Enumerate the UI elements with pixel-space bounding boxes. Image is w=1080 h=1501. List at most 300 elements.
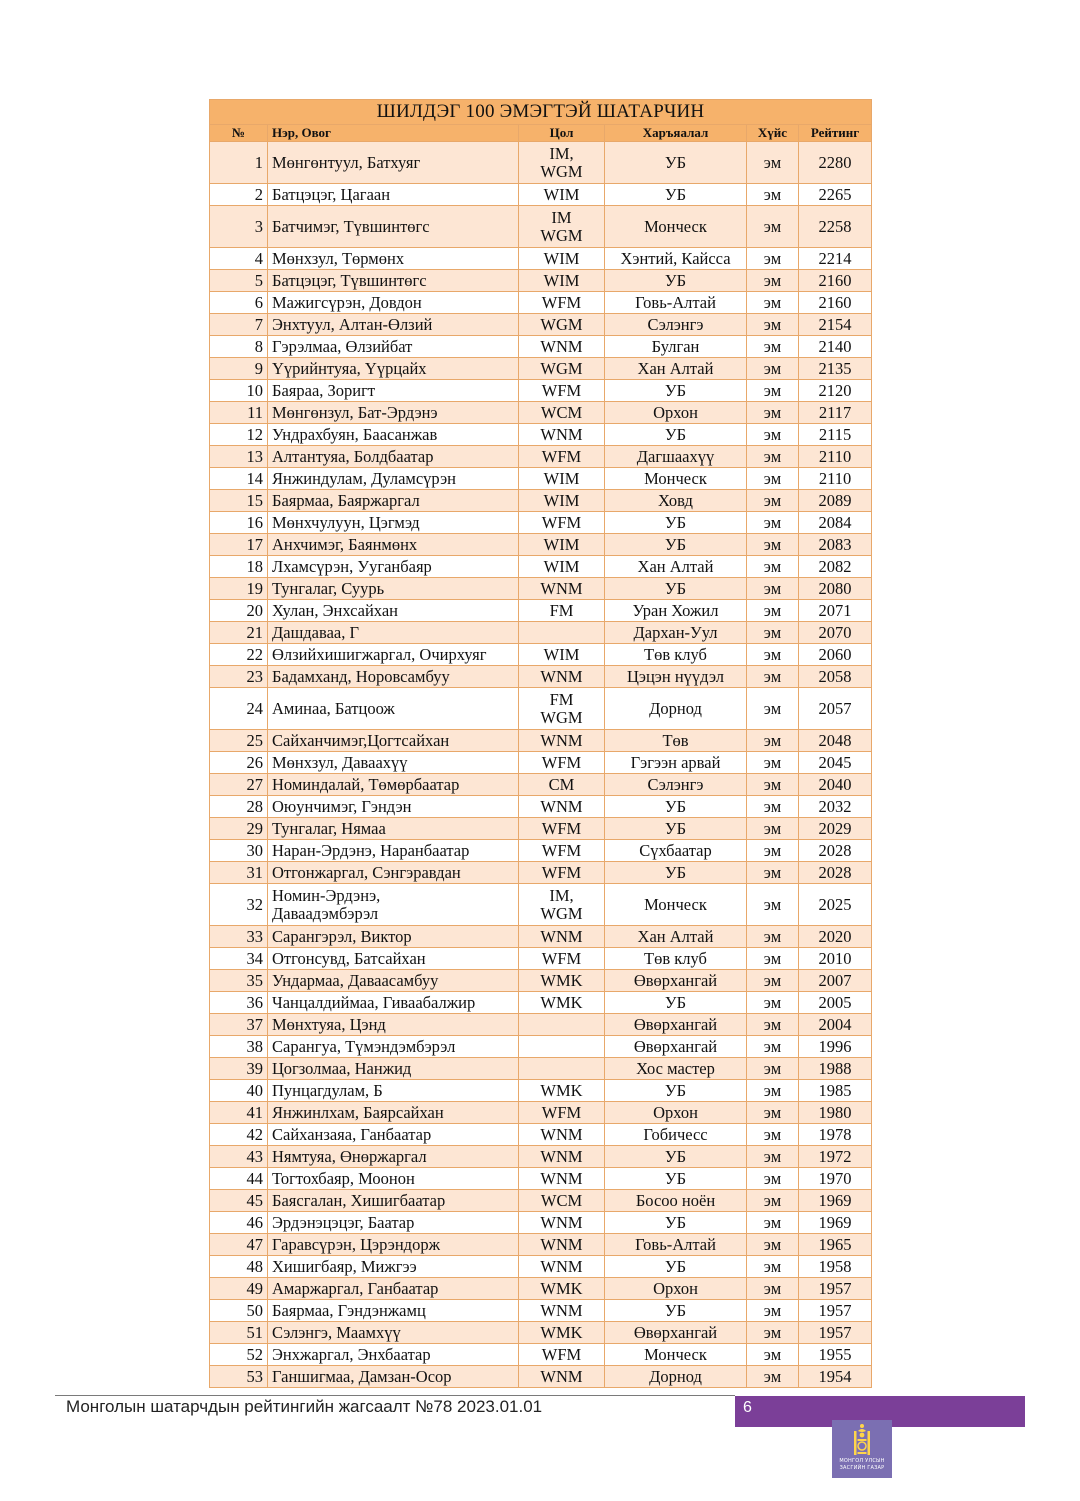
cell-club: Монческ — [605, 884, 747, 926]
cell-sex: эм — [747, 818, 799, 840]
cell-title: CM — [519, 774, 605, 796]
cell-title: WFM — [519, 292, 605, 314]
cell-title: WFM — [519, 818, 605, 840]
table-row — [210, 380, 872, 402]
cell-name: Өлзийхишигжаргал, Очирхуяг — [268, 644, 519, 666]
cell-club: Сүхбаатар — [605, 840, 747, 862]
table-row — [210, 1322, 872, 1344]
cell-rating: 2115 — [799, 424, 872, 446]
cell-num: 18 — [210, 556, 268, 578]
cell-club: Хэнтий, Кайсса — [605, 248, 747, 270]
cell-num: 19 — [210, 578, 268, 600]
cell-club: Төв клуб — [605, 948, 747, 970]
cell-title: WMK — [519, 970, 605, 992]
cell-name: Алтантуяа, Болдбаатар — [268, 446, 519, 468]
cell-num: 7 — [210, 314, 268, 336]
table-row — [210, 1256, 872, 1278]
cell-sex: эм — [747, 380, 799, 402]
cell-sex: эм — [747, 1058, 799, 1080]
cell-num: 22 — [210, 644, 268, 666]
cell-rating: 2010 — [799, 948, 872, 970]
cell-club: Хан Алтай — [605, 358, 747, 380]
cell-num: 1 — [210, 142, 268, 184]
cell-name: Хишигбаяр, Мижгээ — [268, 1256, 519, 1278]
cell-num: 51 — [210, 1322, 268, 1344]
cell-club: Дорнод — [605, 1366, 747, 1388]
cell-sex: эм — [747, 358, 799, 380]
cell-club: УБ — [605, 1212, 747, 1234]
cell-rating: 2070 — [799, 622, 872, 644]
cell-name: Тогтохбаяр, Моонон — [268, 1168, 519, 1190]
cell-num: 5 — [210, 270, 268, 292]
cell-title: WFM — [519, 752, 605, 774]
cell-rating: 2110 — [799, 446, 872, 468]
table-row — [210, 970, 872, 992]
cell-club: УБ — [605, 818, 747, 840]
table-row — [210, 402, 872, 424]
cell-title: WNM — [519, 424, 605, 446]
cell-club: Босоо ноён — [605, 1190, 747, 1212]
cell-club: Төв — [605, 730, 747, 752]
header-sex: Хүйс — [747, 125, 799, 142]
cell-club: Ховд — [605, 490, 747, 512]
cell-sex: эм — [747, 424, 799, 446]
table-row — [210, 1212, 872, 1234]
cell-name: Батцэцэг, Түвшинтөгс — [268, 270, 519, 292]
cell-title — [519, 1036, 605, 1058]
cell-sex: эм — [747, 666, 799, 688]
cell-sex: эм — [747, 1212, 799, 1234]
cell-sex: эм — [747, 468, 799, 490]
cell-num: 28 — [210, 796, 268, 818]
cell-title: WNM — [519, 730, 605, 752]
table-row — [210, 336, 872, 358]
table-row — [210, 578, 872, 600]
cell-title: WNM — [519, 1124, 605, 1146]
cell-sex: эм — [747, 314, 799, 336]
cell-name: Цогзолмаа, Нанжид — [268, 1058, 519, 1080]
cell-num: 52 — [210, 1344, 268, 1366]
table-title-row — [210, 100, 872, 125]
cell-num: 14 — [210, 468, 268, 490]
cell-club: УБ — [605, 992, 747, 1014]
table-row — [210, 248, 872, 270]
cell-num: 11 — [210, 402, 268, 424]
cell-num: 37 — [210, 1014, 268, 1036]
table-row — [210, 622, 872, 644]
cell-rating: 2029 — [799, 818, 872, 840]
cell-title: WNM — [519, 1212, 605, 1234]
cell-club: Сэлэнгэ — [605, 314, 747, 336]
cell-club: УБ — [605, 534, 747, 556]
cell-name: Үүрийнтуяа, Үүрцайх — [268, 358, 519, 380]
cell-sex: эм — [747, 142, 799, 184]
cell-rating: 2071 — [799, 600, 872, 622]
cell-num: 30 — [210, 840, 268, 862]
table-row — [210, 490, 872, 512]
cell-title: WIM — [519, 248, 605, 270]
cell-rating: 2120 — [799, 380, 872, 402]
cell-title — [519, 622, 605, 644]
table-title: ШИЛДЭГ 100 ЭМЭГТЭЙ ШАТАРЧИН — [210, 100, 872, 125]
cell-club: Өвөрхангай — [605, 1014, 747, 1036]
cell-club: УБ — [605, 270, 747, 292]
soyombo-emblem-icon — [850, 1423, 874, 1457]
cell-name: Батцэцэг, Цагаан — [268, 184, 519, 206]
cell-rating: 2280 — [799, 142, 872, 184]
cell-rating: 2004 — [799, 1014, 872, 1036]
cell-num: 21 — [210, 622, 268, 644]
cell-name: Ундармаа, Даваасамбуу — [268, 970, 519, 992]
cell-name: Сайханзаяа, Ганбаатар — [268, 1124, 519, 1146]
cell-sex: эм — [747, 752, 799, 774]
cell-club: Өвөрхангай — [605, 1322, 747, 1344]
cell-num: 47 — [210, 1234, 268, 1256]
table-row — [210, 292, 872, 314]
table-row — [210, 666, 872, 688]
cell-club: Хос мастер — [605, 1058, 747, 1080]
cell-club: Дорнод — [605, 688, 747, 730]
cell-title: WFM — [519, 840, 605, 862]
cell-num: 17 — [210, 534, 268, 556]
table-row — [210, 184, 872, 206]
cell-club: УБ — [605, 1256, 747, 1278]
table-header-row — [210, 125, 872, 142]
cell-title: WNM — [519, 1366, 605, 1388]
cell-club: Орхон — [605, 1102, 747, 1124]
table-row — [210, 992, 872, 1014]
cell-title: WIM — [519, 556, 605, 578]
table-row — [210, 1014, 872, 1036]
cell-sex: эм — [747, 206, 799, 248]
cell-name: Мөнхчулуун, Цэгмэд — [268, 512, 519, 534]
cell-rating: 2028 — [799, 840, 872, 862]
cell-title: WNM — [519, 336, 605, 358]
cell-title: WIM — [519, 534, 605, 556]
cell-name: Мөнхзул, Даваахүү — [268, 752, 519, 774]
table-row — [210, 948, 872, 970]
cell-title: WIM — [519, 270, 605, 292]
cell-sex: эм — [747, 1256, 799, 1278]
cell-sex: эм — [747, 336, 799, 358]
cell-num: 50 — [210, 1300, 268, 1322]
cell-sex: эм — [747, 402, 799, 424]
cell-title: WFM — [519, 512, 605, 534]
cell-club: Орхон — [605, 402, 747, 424]
table-row — [210, 314, 872, 336]
cell-name: Янжиндулам, Дуламсүрэн — [268, 468, 519, 490]
cell-sex: эм — [747, 1036, 799, 1058]
cell-name: Бадамханд, Норовсамбуу — [268, 666, 519, 688]
cell-rating: 1955 — [799, 1344, 872, 1366]
cell-name: Сарангэрэл, Виктор — [268, 926, 519, 948]
cell-num: 49 — [210, 1278, 268, 1300]
table-row — [210, 512, 872, 534]
table-row — [210, 752, 872, 774]
cell-rating: 2045 — [799, 752, 872, 774]
cell-title: WNM — [519, 926, 605, 948]
table-row — [210, 206, 872, 248]
table-row — [210, 840, 872, 862]
cell-name: Мөнгөнзул, Бат-Эрдэнэ — [268, 402, 519, 424]
cell-title: WFM — [519, 948, 605, 970]
cell-name: Тунгалаг, Нямаа — [268, 818, 519, 840]
cell-name: Мажигсүрэн, Довдон — [268, 292, 519, 314]
cell-sex: эм — [747, 688, 799, 730]
cell-sex: эм — [747, 1014, 799, 1036]
cell-rating: 2020 — [799, 926, 872, 948]
cell-sex: эм — [747, 270, 799, 292]
cell-name: Сайханчимэг,Цогтсайхан — [268, 730, 519, 752]
cell-rating: 1954 — [799, 1366, 872, 1388]
cell-club: Өвөрхангай — [605, 970, 747, 992]
cell-num: 2 — [210, 184, 268, 206]
cell-name: Номин-Эрдэнэ, Даваадэмбэрэл — [268, 884, 519, 926]
cell-name: Гэрэлмаа, Өлзийбат — [268, 336, 519, 358]
cell-rating: 2154 — [799, 314, 872, 336]
cell-name: Баярмаа, Гэндэнжамц — [268, 1300, 519, 1322]
cell-sex: эм — [747, 948, 799, 970]
cell-num: 42 — [210, 1124, 268, 1146]
cell-name: Амаржаргал, Ганбаатар — [268, 1278, 519, 1300]
table-row — [210, 688, 872, 730]
cell-rating: 2028 — [799, 862, 872, 884]
cell-num: 8 — [210, 336, 268, 358]
cell-club: УБ — [605, 578, 747, 600]
cell-num: 6 — [210, 292, 268, 314]
cell-rating: 2117 — [799, 402, 872, 424]
cell-num: 24 — [210, 688, 268, 730]
cell-name: Пунцагдулам, Б — [268, 1080, 519, 1102]
cell-club: Уран Хожил — [605, 600, 747, 622]
cell-club: Говь-Алтай — [605, 1234, 747, 1256]
cell-club: УБ — [605, 1146, 747, 1168]
footer-text: Монголын шатарчдын рейтингийн жагсаалт №78 2023.01.01 — [66, 1397, 543, 1416]
table-row — [210, 644, 872, 666]
table-row — [210, 468, 872, 490]
header-rating: Рейтинг — [799, 125, 872, 142]
cell-rating: 2005 — [799, 992, 872, 1014]
cell-club: Хан Алтай — [605, 926, 747, 948]
cell-title: WMK — [519, 1322, 605, 1344]
header-name: Нэр, Овог — [268, 125, 519, 142]
cell-sex: эм — [747, 248, 799, 270]
cell-rating: 1957 — [799, 1278, 872, 1300]
cell-rating: 2057 — [799, 688, 872, 730]
cell-num: 33 — [210, 926, 268, 948]
cell-rating: 2083 — [799, 534, 872, 556]
cell-club: Монческ — [605, 206, 747, 248]
cell-title: WMK — [519, 992, 605, 1014]
cell-name: Баясгалан, Хишигбаатар — [268, 1190, 519, 1212]
table-row — [210, 1146, 872, 1168]
cell-title: FM — [519, 600, 605, 622]
cell-title: WFM — [519, 446, 605, 468]
cell-title: WFM — [519, 862, 605, 884]
cell-title: WIM — [519, 468, 605, 490]
cell-title: WNM — [519, 1300, 605, 1322]
cell-club: УБ — [605, 184, 747, 206]
cell-name: Тунгалаг, Суурь — [268, 578, 519, 600]
cell-name: Сэлэнгэ, Маамхүү — [268, 1322, 519, 1344]
table-row — [210, 1234, 872, 1256]
table-row — [210, 1366, 872, 1388]
table-row — [210, 1300, 872, 1322]
table-row — [210, 600, 872, 622]
table-row — [210, 1036, 872, 1058]
cell-sex: эм — [747, 292, 799, 314]
cell-sex: эм — [747, 840, 799, 862]
header-num: № — [210, 125, 268, 142]
cell-rating: 2135 — [799, 358, 872, 380]
cell-num: 3 — [210, 206, 268, 248]
cell-rating: 2160 — [799, 270, 872, 292]
cell-sex: эм — [747, 1190, 799, 1212]
table-row — [210, 774, 872, 796]
cell-rating: 1965 — [799, 1234, 872, 1256]
table-row — [210, 1168, 872, 1190]
table-row — [210, 862, 872, 884]
cell-club: Өвөрхангай — [605, 1036, 747, 1058]
cell-title — [519, 1058, 605, 1080]
cell-name: Лхамсүрэн, Ууганбаяр — [268, 556, 519, 578]
cell-sex: эм — [747, 1234, 799, 1256]
cell-rating: 2140 — [799, 336, 872, 358]
cell-sex: эм — [747, 184, 799, 206]
cell-rating: 1970 — [799, 1168, 872, 1190]
cell-title: WFM — [519, 1102, 605, 1124]
cell-sex: эм — [747, 1344, 799, 1366]
table-row — [210, 1058, 872, 1080]
cell-club: УБ — [605, 424, 747, 446]
cell-name: Хулан, Энхсайхан — [268, 600, 519, 622]
cell-title: IM, WGM — [519, 142, 605, 184]
cell-name: Энхтуул, Алтан-Өлзий — [268, 314, 519, 336]
cell-rating: 2060 — [799, 644, 872, 666]
cell-rating: 2032 — [799, 796, 872, 818]
cell-rating: 2025 — [799, 884, 872, 926]
cell-title: WNM — [519, 1146, 605, 1168]
cell-name: Анхчимэг, Баянмөнх — [268, 534, 519, 556]
cell-name: Мөнхтуяа, Цэнд — [268, 1014, 519, 1036]
cell-num: 12 — [210, 424, 268, 446]
cell-rating: 1957 — [799, 1322, 872, 1344]
cell-title: WCM — [519, 1190, 605, 1212]
table-row — [210, 730, 872, 752]
cell-sex: эм — [747, 578, 799, 600]
cell-name: Отгонжаргал, Сэнгэравдан — [268, 862, 519, 884]
cell-rating: 2084 — [799, 512, 872, 534]
cell-sex: эм — [747, 1124, 799, 1146]
cell-rating: 2089 — [799, 490, 872, 512]
cell-title: WFM — [519, 380, 605, 402]
cell-name: Гаравсүрэн, Цэрэндорж — [268, 1234, 519, 1256]
cell-title: WIM — [519, 644, 605, 666]
cell-club: Дагшаахүү — [605, 446, 747, 468]
cell-sex: эм — [747, 1102, 799, 1124]
cell-rating: 2214 — [799, 248, 872, 270]
table-row — [210, 1278, 872, 1300]
cell-num: 26 — [210, 752, 268, 774]
cell-num: 43 — [210, 1146, 268, 1168]
cell-num: 45 — [210, 1190, 268, 1212]
cell-sex: эм — [747, 774, 799, 796]
cell-club: Орхон — [605, 1278, 747, 1300]
cell-club: УБ — [605, 380, 747, 402]
cell-title: WGM — [519, 358, 605, 380]
cell-sex: эм — [747, 884, 799, 926]
cell-club: Цэцэн нүүдэл — [605, 666, 747, 688]
cell-club: УБ — [605, 142, 747, 184]
cell-title: WMK — [519, 1080, 605, 1102]
cell-num: 31 — [210, 862, 268, 884]
cell-title: WNM — [519, 666, 605, 688]
table-row — [210, 1344, 872, 1366]
cell-rating: 2258 — [799, 206, 872, 248]
cell-num: 23 — [210, 666, 268, 688]
cell-title: WNM — [519, 1256, 605, 1278]
cell-title: WNM — [519, 796, 605, 818]
cell-name: Отгонсувд, Батсайхан — [268, 948, 519, 970]
cell-club: УБ — [605, 1300, 747, 1322]
cell-rating: 1985 — [799, 1080, 872, 1102]
table-row — [210, 926, 872, 948]
cell-sex: эм — [747, 534, 799, 556]
cell-name: Баяраа, Зоригт — [268, 380, 519, 402]
table-row — [210, 358, 872, 380]
cell-name: Дашдаваа, Г — [268, 622, 519, 644]
cell-name: Ганшигмаа, Дамзан-Осор — [268, 1366, 519, 1388]
table-body — [210, 142, 872, 1388]
cell-num: 29 — [210, 818, 268, 840]
cell-name: Ундрахбуян, Баасанжав — [268, 424, 519, 446]
cell-club: Дархан-Уул — [605, 622, 747, 644]
cell-club: Гобичесс — [605, 1124, 747, 1146]
cell-club: УБ — [605, 512, 747, 534]
footer-divider — [55, 1395, 735, 1396]
logo-line-1: МОНГОЛ УЛСЫН — [839, 1458, 885, 1464]
cell-sex: эм — [747, 1168, 799, 1190]
cell-rating: 2265 — [799, 184, 872, 206]
cell-rating: 1988 — [799, 1058, 872, 1080]
cell-rating: 1980 — [799, 1102, 872, 1124]
cell-club: Говь-Алтай — [605, 292, 747, 314]
table-row — [210, 446, 872, 468]
cell-title: IM WGM — [519, 206, 605, 248]
cell-num: 46 — [210, 1212, 268, 1234]
cell-num: 13 — [210, 446, 268, 468]
cell-sex: эм — [747, 1278, 799, 1300]
cell-club: УБ — [605, 862, 747, 884]
cell-rating: 2007 — [799, 970, 872, 992]
cell-club: Сэлэнгэ — [605, 774, 747, 796]
cell-club: Хан Алтай — [605, 556, 747, 578]
cell-title: WNM — [519, 578, 605, 600]
cell-sex: эм — [747, 796, 799, 818]
cell-num: 15 — [210, 490, 268, 512]
cell-title: WIM — [519, 184, 605, 206]
cell-club: Гэгээн арвай — [605, 752, 747, 774]
cell-name: Батчимэг, Түвшинтөгс — [268, 206, 519, 248]
cell-name: Наран-Эрдэнэ, Наранбаатар — [268, 840, 519, 862]
header-title: Цол — [519, 125, 605, 142]
cell-num: 34 — [210, 948, 268, 970]
cell-sex: эм — [747, 862, 799, 884]
cell-sex: эм — [747, 1300, 799, 1322]
logo-line-2: ЗАСГИЙН ГАЗАР — [839, 1465, 885, 1471]
table-row — [210, 424, 872, 446]
cell-name: Номиндалай, Төмөрбаатар — [268, 774, 519, 796]
